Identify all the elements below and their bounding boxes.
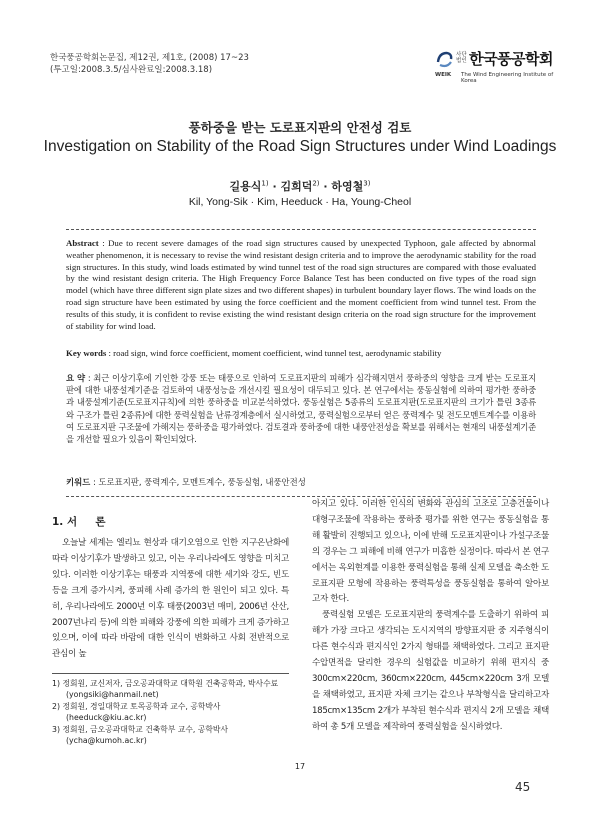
author-affil-mark: 3) [363, 179, 371, 188]
paper-title-korean: 풍하중을 받는 도로표지판의 안전성 검토 [188, 120, 412, 135]
author-name: 길용식 [229, 180, 262, 193]
authors-english: Kil, Yong-Sik · Kim, Heeduck · Ha, Young-Cheol [188, 196, 412, 208]
footnotes [52, 678, 289, 746]
body-right-column [312, 497, 549, 736]
abstract-top-rule [66, 229, 536, 230]
body-left-column: 오늘날 세계는 엘리뇨 현상과 대기오염으로 인한 지구온난화에 따라 이상기후가 발생하고 있고, 이는 우리나라에도 영향을 미치고 있다. 이러한 이상기후는 태풍과 지역풍에 대한 세기와 강도, 빈도 등을 크게 증가시켜, 풍피해 사례 증가의 한 원인이 되고 있다. 특히, 우리나라에도 2000년 이후 태풍(2003년 매미, 2006년 산산, 2007년나리 등)에 의한 피해와 강풍에 의한 피해가 크게 증가하고 있으며, 이에 따라 바람에 대한 인식이 변화하고 사회 전반적으로 관심이 높 [52, 538, 289, 660]
footnote-rule [52, 673, 289, 674]
footnote: 2) 정회원, 경일대학교 토목공학과 교수, 공학박사(heeduck@kiu.ac.kr) [52, 701, 221, 723]
section-heading: 1. 서 론 [52, 516, 106, 528]
logo-society-name: 한국풍공학회 [469, 50, 553, 68]
author-affil-mark: 1) [261, 179, 269, 188]
paper-title-english: Investigation on Stability of the Road Sign Structures under Wind Loadings [43, 138, 557, 155]
summary-label: 요 약 [66, 373, 85, 383]
abstract [66, 238, 536, 332]
authors-korean [0, 178, 600, 194]
document-page-number: 45 [515, 780, 531, 794]
author-name: 하영철 [331, 180, 364, 193]
korean-summary [66, 372, 536, 445]
wind-swirl-icon [435, 50, 455, 70]
footnote: 1) 정회원, 교신저자, 금오공과대학교 대학원 건축공학과, 박사수료(yongsiki@hanmail.net) [52, 679, 279, 700]
abstract-label: Abstract [66, 238, 99, 248]
author-separator: · [319, 180, 332, 193]
logo-english-name: The Wind Engineering Institute of Korea [461, 72, 554, 84]
author-affil-mark: 2) [312, 179, 320, 188]
keywords-text: : road sign, wind force coefficient, moment coefficient, wind tunnel test, aerodynamic stability [108, 348, 442, 358]
keywords [66, 348, 536, 358]
summary-text: : 최근 이상기후에 기인한 강풍 또는 태풍으로 인하여 도로표지판의 피해가 심각해지면서 풍하중의 영향을 크게 받는 도로표지판에 대한 내풍설계기준을 검토하여 내풍성능을 개선시킬 필요성이 대두되고 있다. 본 연구에서는 풍동실험에 의하여 평가한 풍하중과 내풍설계기준(도로표지규칙)에 의한 풍하중을 비교분석하였다. 풍동실험은 5종류의 도로표지판(도로표지판의 크기가 틀린 3종류와 구조가 틀린 2종류)에 대한 풍력실험을 난류경계층에서 실시하였고, 풍력실험으로부터 얻은 풍력계수 및 전도모멘트계수를 이용하여 도로표지판 구조물에 가해지는 풍하중을 평가하였다. 검토결과 풍하중에 대한 내풍안전성을 확보를 위해서는 현재의 내풍설계기준을 개선할 필요가 있음이 확인되었다. [66, 373, 536, 445]
society-logo [435, 48, 565, 82]
korean-keywords [66, 476, 536, 488]
keywords-label: Key words [66, 348, 107, 358]
author-separator: · [268, 180, 281, 193]
body-paragraph: 아지고 있다. 이러한 인식의 변화와 관심의 고조로 고층건물이나 대형구조물에 작용하는 풍하중 평가를 위한 연구는 풍동실험을 통해 활발히 진행되고 있으나, 이에 반해 도로표지판이나 가설구조물의 경우는 그 피해에 비해 연구가 미흡한 실정이다. 따라서 본 연구에서는 옥외현계를 이용한 풍력실험을 통해 실제 모델을 축소한 도로표지판 모형에 작용하는 풍력특성을 풍동실험을 통하여 알아보고자 한다. [312, 499, 549, 605]
footnote: 3) 정회원, 금오공과대학교 건축학부 교수, 공학박사(ycha@kumoh.ac.kr) [52, 724, 228, 746]
journal-page-number: 17 [294, 762, 306, 771]
journal-header [50, 52, 249, 76]
submission-dates: (투고일:2008.3.5/심사완료일:2008.3.18) [50, 65, 213, 75]
korean-keywords-text: : 도로표지판, 풍력계수, 모멘트계수, 풍동실험, 내풍안전성 [92, 477, 306, 487]
abstract-text: : Due to recent severe damages of the road sign structures caused by unexpected Typhoon, gale affected by abnormal weather phenomenon, it is necessary to revise the wind resistant design criteria and to improve the aerodynamic stability for the road sign structures. In this study, wind loads estimated by wind tunnel test of the road sign structures are compared with those evaluated by the wind resistant design criteria. The High Frequency Force Balance Test has been conducted on five types of the road sign model (which have three different sign plate sizes and two different shapes) in turbulent boundary layer flows. The wind loads on the road sign structure have been estimated by using the force coefficient and the moment coefficient from wind tunnel test. From the results of this study, it is confident to revise existing the wind resistant design criteria on the road sign structure for the improvement of stability for wind load. [66, 238, 536, 331]
body-paragraph: 풍력실험 모델은 도로표지판의 풍력계수를 도출하기 위하여 피해가 가장 크다고 생각되는 도시지역의 방향표지판 중 지주형식이 다른 현수식과 편지식인 2가지 형태를 채택하였다. 그리고 표지판 수압면적을 달리한 경우의 실험값을 비교하기 위해 편지식 중 300cm×220cm, 360cm×220cm, 445cm×220cm 3개 모델을 채택하였고, 표지판 자체 크기는 같으나 부착형식을 달리하고자 185cm×135cm 2개가 부착된 현수식과 편지식 2개 모델을 채택하여 총 5개 모델을 제작하여 풍력실험을 실시하였다. [312, 610, 549, 732]
logo-weik: WEIK [435, 72, 452, 78]
journal-citation: 한국풍공학회논문집, 제12권, 제1호, (2008) 17~23 [50, 53, 249, 63]
korean-keywords-label: 키워드 [66, 477, 91, 487]
logo-org-type: 사단 법인 [456, 52, 467, 64]
author-name: 김희덕 [280, 180, 313, 193]
